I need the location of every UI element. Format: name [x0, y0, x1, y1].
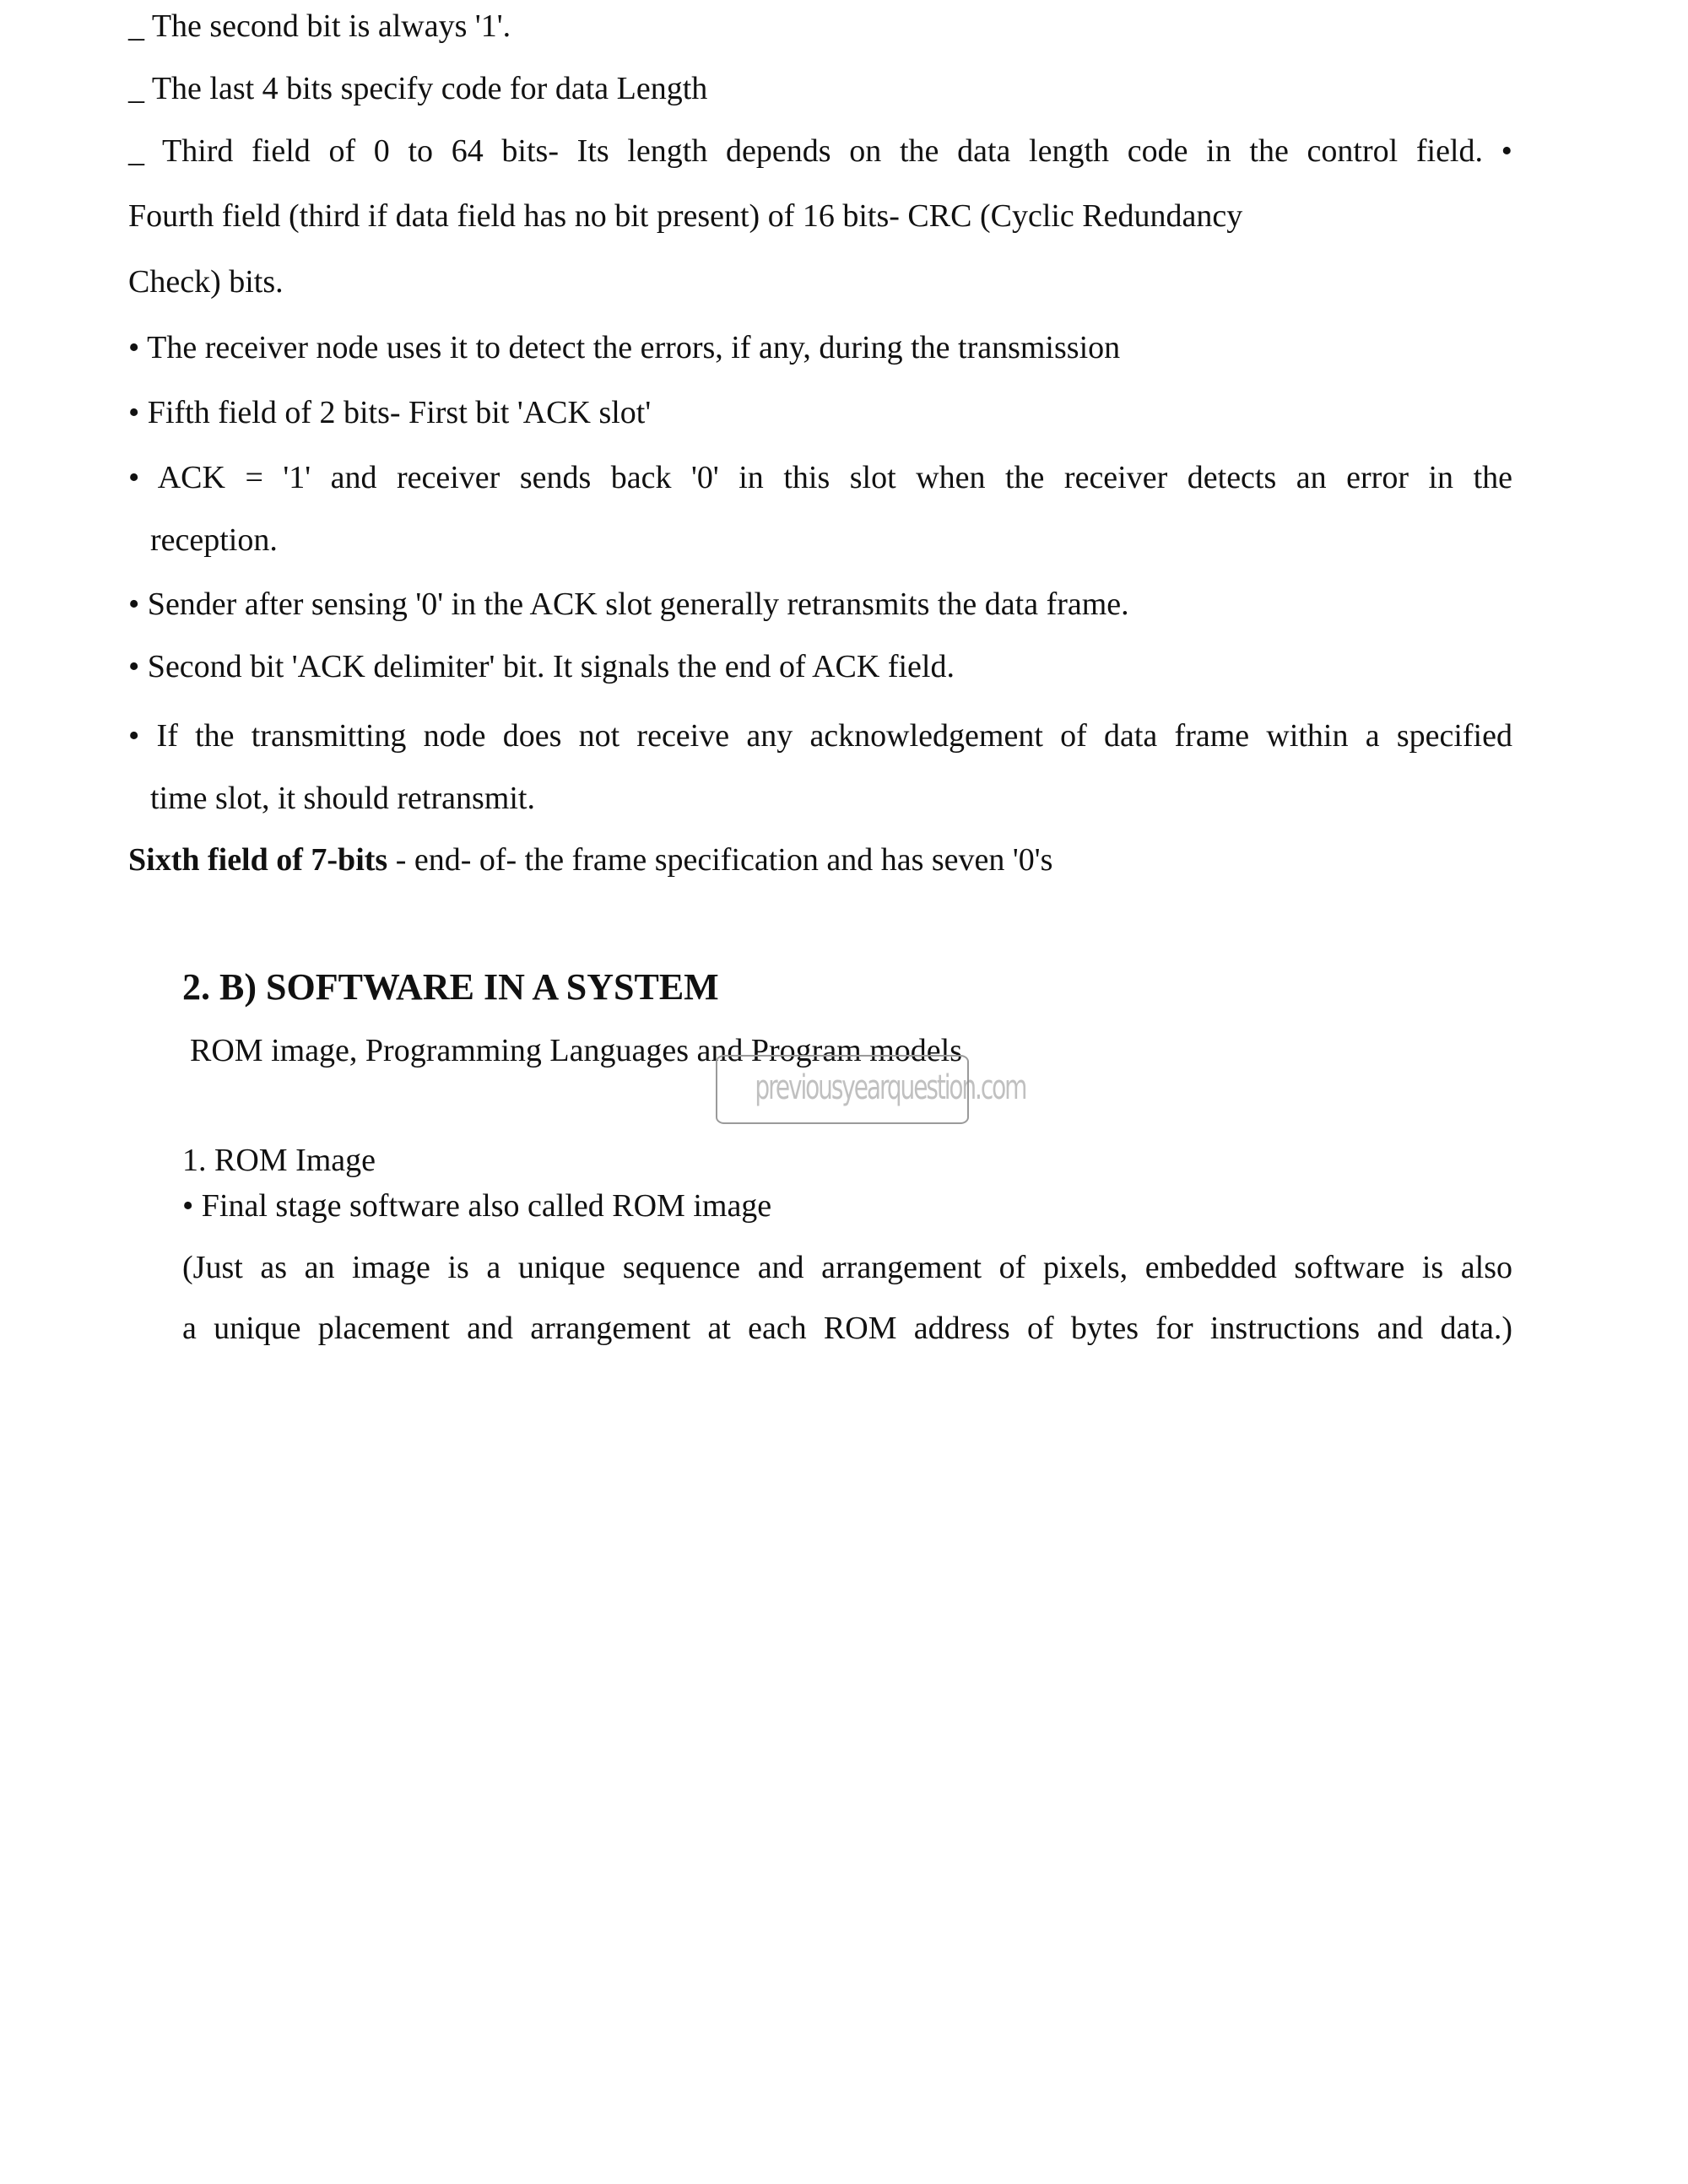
- rom-image-title: 1. ROM Image: [182, 1143, 376, 1178]
- rom-paragraph-line-2: a unique placement and arrangement at each ROM address of bytes for instructions and data.): [182, 1311, 1512, 1346]
- bullet-ack-delimiter: • Second bit 'ACK delimiter' bit. It signals the end of ACK field.: [128, 649, 955, 684]
- rom-paragraph-line-1: (Just as an image is a unique sequence and arrangement of pixels, embedded software is also: [182, 1250, 1512, 1285]
- text-line-last-4-bits: _ The last 4 bits specify code for data Length: [128, 71, 708, 106]
- section-subtitle: ROM image, Programming Languages and Program models: [190, 1033, 963, 1068]
- bullet-fifth-field: • Fifth field of 2 bits- First bit 'ACK slot': [128, 395, 652, 430]
- text-line-third-field: _ Third field of 0 to 64 bits- Its length depends on the data length code in the control field. •: [128, 133, 1512, 169]
- bullet-transmitting-node: • If the transmitting node does not receive any acknowledgement of data frame within a specified: [128, 718, 1512, 754]
- text-line-second-bit: _ The second bit is always '1'.: [128, 8, 511, 44]
- text-line-check-bits: Check) bits.: [128, 264, 284, 300]
- watermark-logo: [716, 1055, 1026, 1124]
- text-line-reception: reception.: [150, 522, 278, 558]
- sixth-field-line: [128, 844, 1052, 876]
- bullet-receiver-node: • The receiver node uses it to detect the errors, if any, during the transmission: [128, 330, 1121, 365]
- text-line-time-slot: time slot, it should retransmit.: [150, 781, 535, 816]
- bullet-sender-retransmit: • Sender after sensing '0' in the ACK slot generally retransmits the data frame.: [128, 587, 1129, 622]
- watermark-text: previousyearquestion.com: [755, 1068, 1026, 1107]
- bullet-ack-slot: • ACK = '1' and receiver sends back '0' in this slot when the receiver detects an error in the: [128, 460, 1512, 495]
- sixth-field-bold: Sixth field of 7-bits: [128, 842, 388, 878]
- text-line-fourth-field: Fourth field (third if data field has no bit present) of 16 bits- CRC (Cyclic Redundancy: [128, 198, 1243, 234]
- sixth-field-rest: - end- of- the frame specification and has seven '0's: [387, 842, 1053, 878]
- section-heading: 2. B) SOFTWARE IN A SYSTEM: [182, 966, 719, 1008]
- bullet-final-stage: • Final stage software also called ROM image: [182, 1188, 772, 1224]
